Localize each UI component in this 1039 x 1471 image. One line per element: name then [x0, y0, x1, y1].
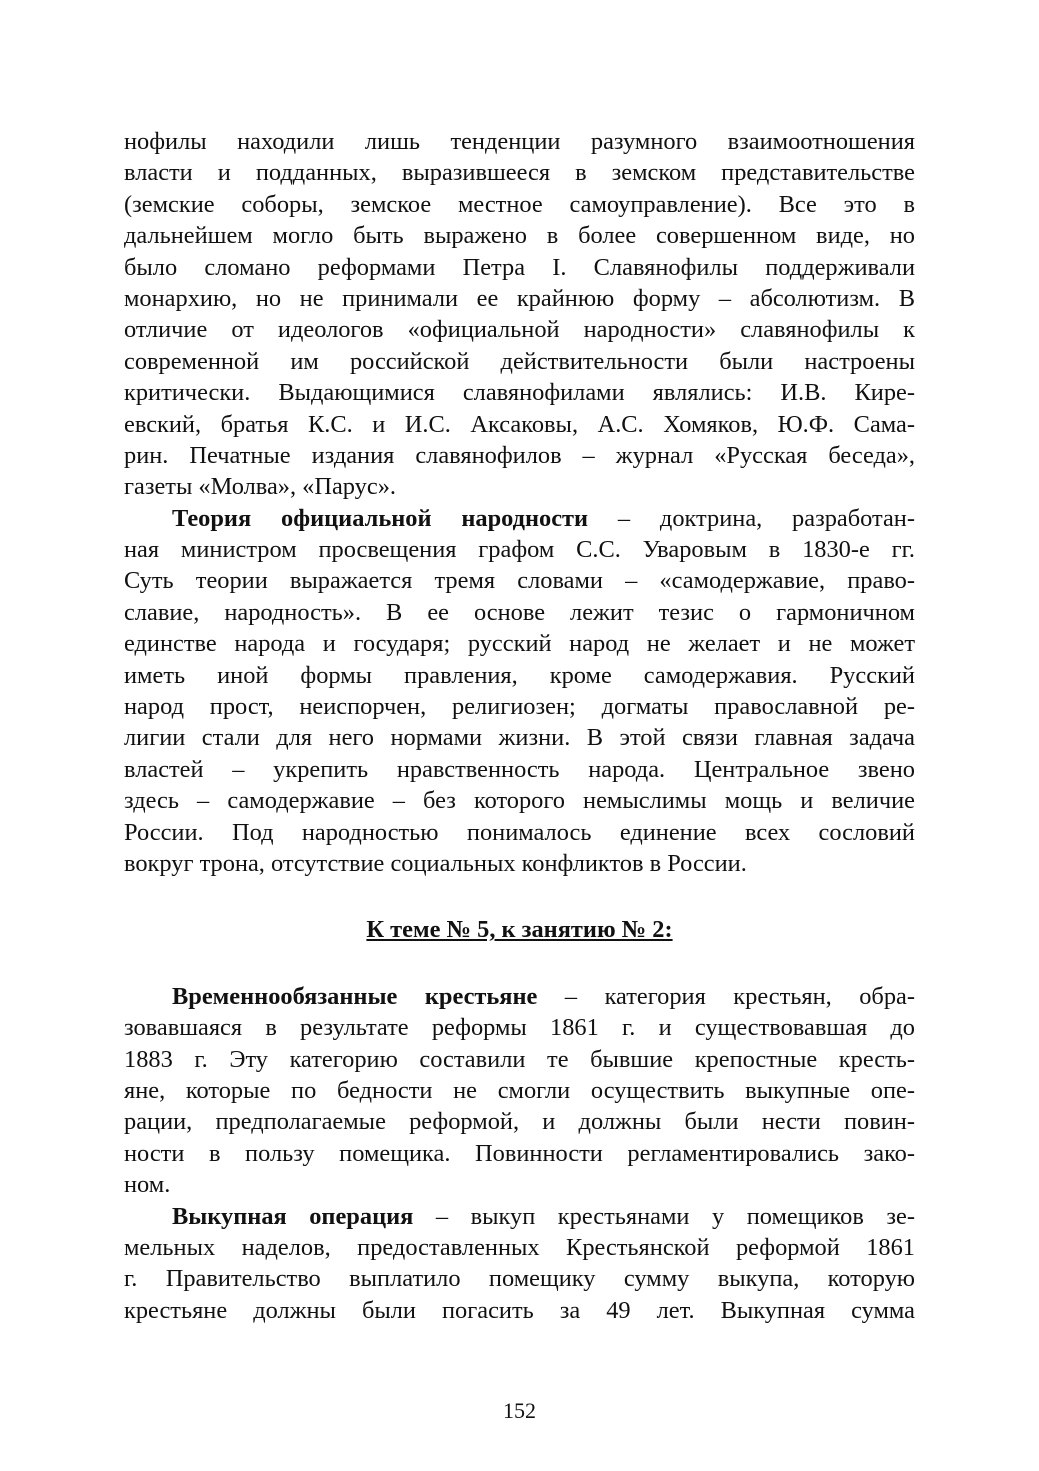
- text-line: (земские соборы, земское местное самоуправление). Все это в: [124, 190, 915, 218]
- text-line: критически. Выдающимися славянофилами являлись: И.В. Кире-: [124, 379, 915, 407]
- text-line: монархию, но не принимали ее крайнюю форму – абсолютизм. В: [124, 284, 915, 312]
- text-line: зовавшаяся в результате реформы 1861 г. и существовавшая до: [124, 1014, 915, 1042]
- text-line: мельных наделов, предоставленных Крестьянской реформой 1861: [124, 1233, 915, 1261]
- paragraph-slavophiles: [124, 126, 915, 503]
- definition-start: – доктрина, разработан-: [588, 504, 915, 532]
- definition-start: – выкуп крестьянами у помещиков зе-: [413, 1202, 915, 1230]
- text-line: Суть теории выражается тремя словами – «самодержавие, право-: [124, 567, 915, 595]
- page-number: 152: [503, 1398, 536, 1423]
- term-temporarily-obligated: Временнообязанные крестьяне: [172, 982, 538, 1010]
- term-official-nationality: Теория официальной народности: [172, 504, 589, 532]
- text-line: ная министром просвещения графом С.С. Уваровым в 1830-е гг.: [124, 536, 915, 564]
- text-line: евский, братья К.С. и И.С. Аксаковы, А.С. Хомяков, Ю.Ф. Сама-: [124, 410, 915, 438]
- text-line: 1883 г. Эту категорию составили те бывшие крепостные кресть-: [124, 1045, 915, 1073]
- paragraph-redemption-operation: [124, 1201, 915, 1327]
- term-redemption-operation: Выкупная операция: [172, 1202, 414, 1230]
- text-line: нофилы находили лишь тенденции разумного взаимоотношения: [124, 128, 915, 155]
- text-line: здесь – самодержавие – без которого немыслимы мощь и величие: [124, 787, 915, 815]
- text-line: крестьяне должны были погасить за 49 лет. Выкупная сумма: [124, 1296, 915, 1324]
- text-line: иметь иной формы правления, кроме самодержавия. Русский: [124, 661, 915, 689]
- term-line: [124, 503, 915, 534]
- section-heading: К теме № 5, к занятию № 2:: [366, 916, 673, 944]
- text-line: отличие от идеологов «официальной народности» славянофилы к: [124, 316, 915, 344]
- text-line: властей – укрепить нравственность народа. Центральное звено: [124, 755, 915, 783]
- page-body: [124, 126, 915, 1326]
- text-line: власти и подданных, выразившееся в земском представительстве: [124, 159, 915, 187]
- definition-start: – категория крестьян, обра-: [537, 982, 915, 1010]
- text-line: народ прост, неиспорчен, религиозен; догматы православной ре-: [124, 693, 915, 721]
- text-line: единстве народа и государя; русский народ не желает и не может: [124, 630, 915, 658]
- text-line: ном.: [124, 1171, 171, 1199]
- text-line: рин. Печатные издания славянофилов – журнал «Русская беседа»,: [124, 441, 915, 469]
- text-line: современной им российской действительности были настроены: [124, 347, 915, 375]
- text-line: России. Под народностью понималось единение всех сословий: [124, 818, 915, 846]
- text-line: было сломано реформами Петра I. Славянофилы поддерживали: [124, 253, 915, 281]
- paragraph-temporarily-obligated: [124, 981, 915, 1201]
- text-line: ности в пользу помещика. Повинности регламентировались зако-: [124, 1139, 915, 1167]
- term-line: [124, 1201, 915, 1232]
- text-line: вокруг трона, отсутствие социальных конфликтов в России.: [124, 849, 747, 877]
- text-line: г. Правительство выплатило помещику сумму выкупа, которую: [124, 1265, 915, 1293]
- paragraph-official-nationality: [124, 503, 915, 880]
- term-line: [124, 981, 915, 1012]
- text-line: дальнейшем могло быть выражено в более совершенном виде, но: [124, 222, 915, 250]
- text-line: яне, которые по бедности не смогли осуществить выкупные опе-: [124, 1076, 915, 1104]
- text-line: газеты «Молва», «Парус».: [124, 473, 396, 501]
- text-line: лигии стали для него нормами жизни. В этой связи главная задача: [124, 724, 915, 752]
- text-line: славие, народность». В ее основе лежит тезис о гармоничном: [124, 598, 915, 626]
- text-line: рации, предполагаемые реформой, и должны были нести повин-: [124, 1108, 915, 1136]
